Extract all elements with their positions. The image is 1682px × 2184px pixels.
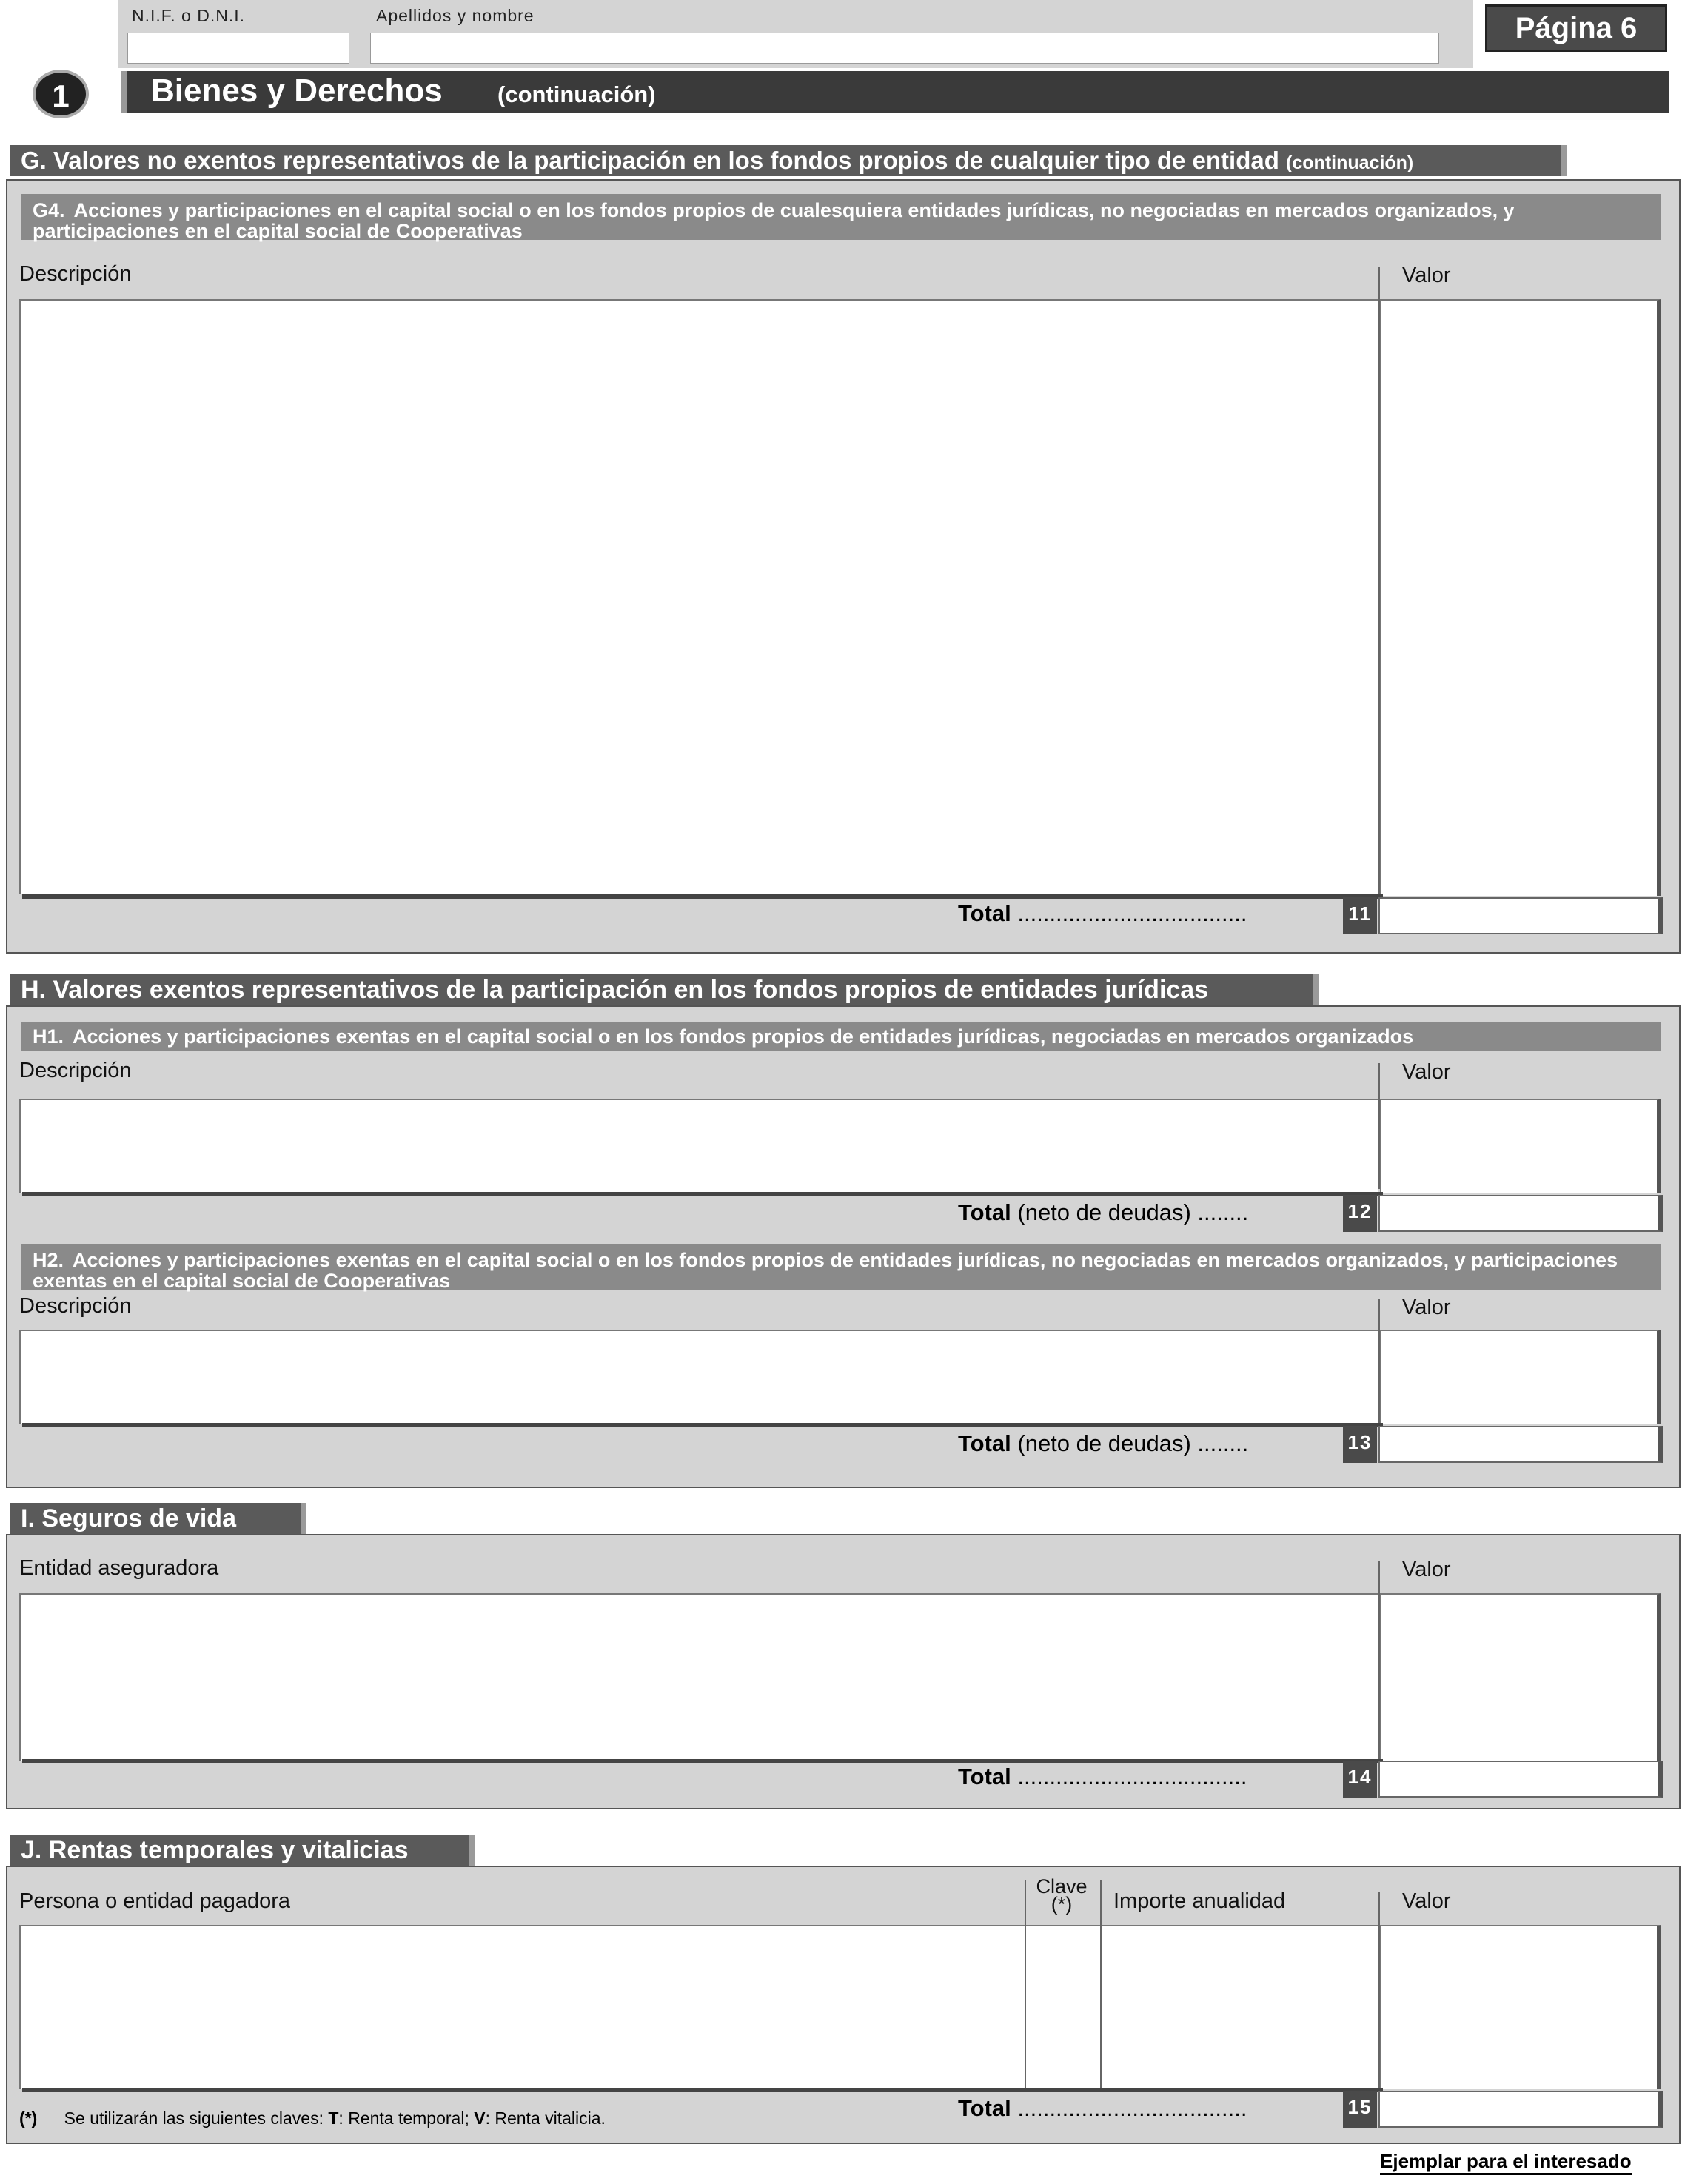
h1-total-label: Total: [958, 1199, 1011, 1225]
g-col-valor: Valor: [1402, 264, 1451, 287]
g-total-label: Total: [958, 900, 1011, 926]
i-entidad-area[interactable]: [19, 1593, 1378, 1761]
j-footnote-text: Se utilizarán las siguientes claves:: [64, 2108, 324, 2128]
j-box-number: 15: [1343, 2091, 1377, 2128]
g-total-separator: [22, 894, 1383, 899]
g4-text: Acciones y participaciones en el capital social o en los fondos propios de cualesquiera entidades jurídicas, no negociadas en mercados organizados, y participaciones en el capital social de Cooperativas: [33, 199, 1515, 242]
g4-header: [21, 194, 1661, 240]
section-i-title-text: I. Seguros de vida: [21, 1504, 236, 1533]
i-total-dots: ....................................: [1017, 1763, 1247, 1789]
h2-header: [21, 1244, 1661, 1290]
j-total-dots: ....................................: [1017, 2095, 1247, 2121]
h1-valor-area[interactable]: [1380, 1099, 1661, 1193]
section-i-title: [10, 1503, 306, 1534]
h1-code: H1.: [33, 1025, 64, 1048]
copy-label: Ejemplar para el interesado: [1380, 2150, 1632, 2175]
j-total-row: [958, 2095, 1247, 2122]
j-clave-area[interactable]: [1026, 1925, 1100, 2089]
h2-total-label: Total: [958, 1430, 1011, 1456]
h2-code: H2.: [33, 1249, 64, 1271]
h1-col-valor: Valor: [1402, 1060, 1451, 1084]
j-persona-area[interactable]: [19, 1925, 1025, 2089]
h1-total-value[interactable]: [1378, 1195, 1663, 1232]
i-box-number: 14: [1343, 1761, 1377, 1798]
j-footnote-v-key: V: [474, 2108, 486, 2128]
i-valor-area[interactable]: [1380, 1593, 1661, 1761]
g-total-value[interactable]: [1378, 897, 1663, 934]
name-field[interactable]: [370, 33, 1439, 64]
main-title-bar: [121, 71, 1669, 113]
nif-label: N.I.F. o D.N.I.: [132, 6, 246, 25]
g-valor-area[interactable]: [1380, 299, 1661, 896]
j-importe-area[interactable]: [1102, 1925, 1378, 2089]
j-footnote-t-key: T: [328, 2108, 339, 2128]
j-col-clave-mark: (*): [1051, 1893, 1073, 1915]
i-col-entidad: Entidad aseguradora: [19, 1556, 219, 1580]
g-descripcion-area[interactable]: [19, 299, 1378, 894]
j-footnote-v-text: : Renta vitalicia.: [485, 2108, 606, 2128]
h1-total-separator: [22, 1192, 1383, 1196]
h2-valor-area[interactable]: [1380, 1330, 1661, 1424]
j-valor-area[interactable]: [1380, 1925, 1661, 2089]
section-g-title-text: G. Valores no exentos representativos de la participación en los fondos propios de cualquier tipo de entidad: [21, 147, 1279, 174]
j-col-clave-text: Clave: [1036, 1875, 1088, 1897]
h2-col-descripcion: Descripción: [19, 1294, 132, 1318]
h2-text: Acciones y participaciones exentas en el capital social o en los fondos propios de entidades jurídicas, no negociadas en mercados organizados, y participaciones exentas en el capital social de Cooperativas: [33, 1249, 1618, 1292]
j-total-separator: [22, 2088, 1383, 2092]
i-total-label: Total: [958, 1763, 1011, 1789]
j-col-importe: Importe anualidad: [1113, 1889, 1286, 1913]
section-g-title: [10, 145, 1567, 176]
section-j-title: [10, 1835, 475, 1866]
h2-total-row: [958, 1430, 1248, 1457]
j-footnote-mark: (*): [19, 2108, 38, 2128]
j-footnote-t-text: : Renta temporal;: [338, 2108, 469, 2128]
h2-total-separator: [22, 1423, 1383, 1427]
main-title-suffix: (continuación): [497, 81, 656, 107]
h1-descripcion-area[interactable]: [19, 1099, 1378, 1193]
h2-total-value[interactable]: [1378, 1426, 1663, 1463]
section-circle: [33, 70, 89, 118]
j-col-clave: [1025, 1877, 1099, 1913]
h1-text: Acciones y participaciones exentas en el capital social o en los fondos propios de entidades jurídicas, negociadas en mercados organizados: [73, 1025, 1414, 1048]
section-h-title: [10, 974, 1319, 1005]
g-total-dots: ....................................: [1017, 900, 1247, 926]
h1-total-row: [958, 1199, 1248, 1226]
h1-box-number: 12: [1343, 1195, 1377, 1232]
h2-descripcion-area[interactable]: [19, 1330, 1378, 1424]
main-title: Bienes y Derechos: [151, 73, 443, 109]
section-g-title-suffix: (continuación): [1286, 153, 1414, 173]
j-total-value[interactable]: [1378, 2091, 1663, 2128]
section-circle-number: 1: [52, 78, 70, 113]
i-col-valor: Valor: [1402, 1558, 1451, 1581]
h1-total-suffix: (neto de deudas) ........: [1017, 1199, 1249, 1225]
page-number-label: Página 6: [1515, 12, 1638, 44]
g4-code: G4.: [33, 199, 65, 221]
i-total-row: [958, 1763, 1247, 1790]
j-footnote: [19, 2108, 606, 2128]
name-label: Apellidos y nombre: [376, 6, 535, 25]
page-number-box: [1485, 4, 1667, 52]
j-col-valor: Valor: [1402, 1889, 1451, 1913]
nif-field[interactable]: [127, 33, 349, 64]
h2-col-valor: Valor: [1402, 1296, 1451, 1319]
section-j-title-text: J. Rentas temporales y vitalicias: [21, 1836, 409, 1864]
j-total-label: Total: [958, 2095, 1011, 2121]
section-h-title-text: H. Valores exentos representativos de la participación en los fondos propios de entidades jurídicas: [21, 976, 1209, 1004]
h1-header: [21, 1022, 1661, 1051]
h2-box-number: 13: [1343, 1426, 1377, 1463]
j-col-persona: Persona o entidad pagadora: [19, 1889, 291, 1913]
h1-col-descripcion: Descripción: [19, 1059, 132, 1082]
h2-total-suffix: (neto de deudas) ........: [1017, 1430, 1249, 1456]
g-col-descripcion: Descripción: [19, 262, 132, 286]
i-total-value[interactable]: [1378, 1761, 1663, 1798]
g-box-number: 11: [1343, 897, 1377, 934]
g-total-row: [958, 900, 1247, 927]
